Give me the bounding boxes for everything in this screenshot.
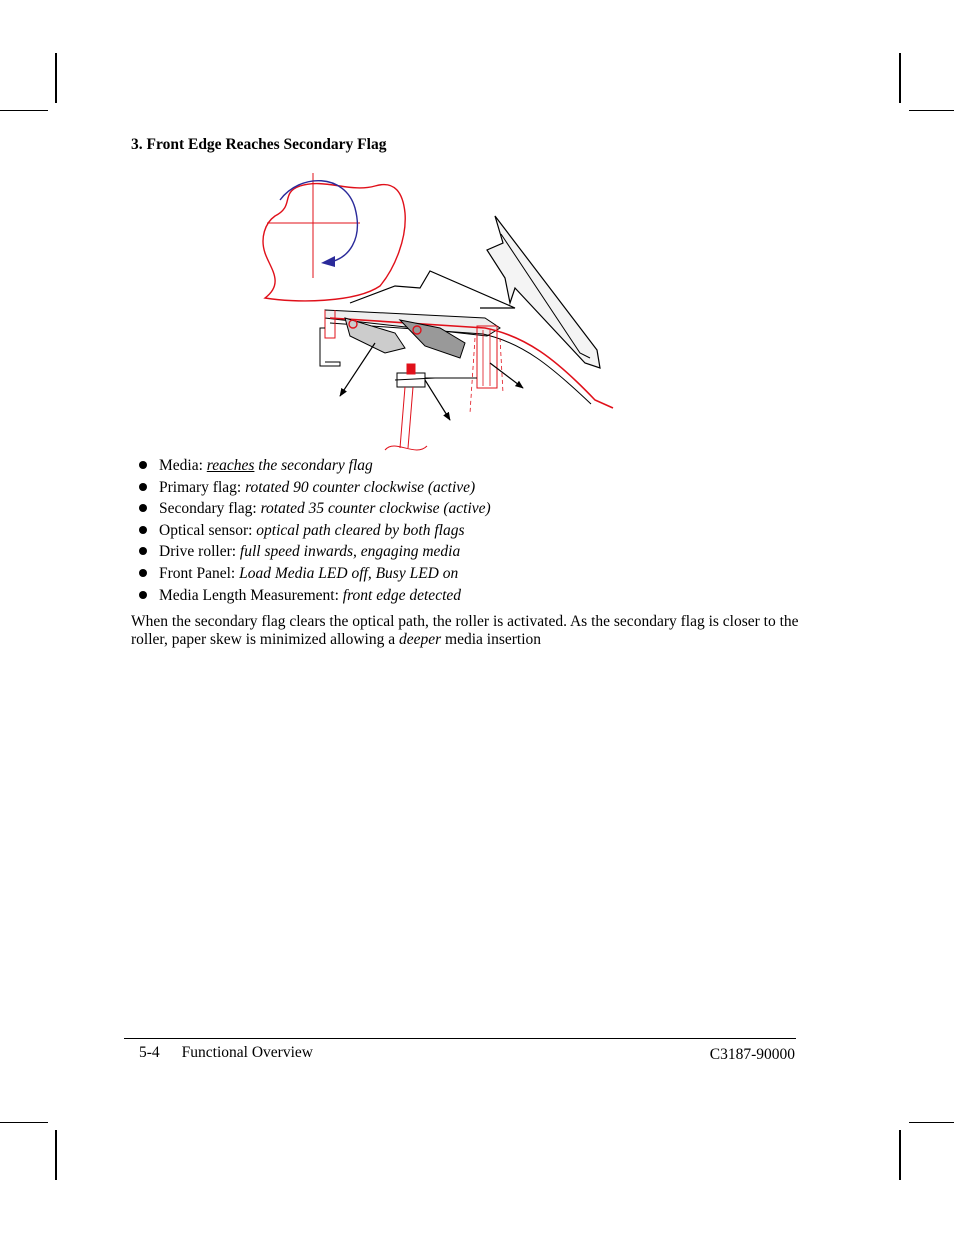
sensor-stem-break [385,446,427,450]
rotation-arrow [280,181,357,263]
media-path-illustration [255,168,625,458]
left-hook [320,328,340,366]
bullet-icon [139,504,147,512]
list-item-secondary-flag: Secondary flag: rotated 35 counter clockwise (active) [139,498,491,520]
bullet-icon [139,461,147,469]
arrow-left [340,343,375,396]
section-name: Functional Overview [181,1044,313,1061]
crop-mark-bottom-right-v [899,1130,901,1180]
crop-mark-bottom-right-h [909,1122,954,1123]
list-item-primary-flag: Primary flag: rotated 90 counter clockwise (active) [139,477,491,499]
list-item-media-length: Media Length Measurement: front edge detected [139,585,491,607]
post-dashed [470,338,475,413]
bullet-icon [139,591,147,599]
crop-mark-bottom-left-h [0,1122,48,1123]
footer-page-info [139,1044,313,1062]
list-item-optical-sensor: Optical sensor: optical path cleared by both flags [139,520,491,542]
list-item-drive-roller: Drive roller: full speed inwards, engaging media [139,541,491,563]
list-item-front-panel: Front Panel: Load Media LED off, Busy LED on [139,563,491,585]
drive-roller-outline [263,184,405,301]
bullet-icon [139,547,147,555]
crop-mark-top-left-v [55,53,57,103]
crop-mark-top-right-h [909,110,954,111]
status-list [139,455,491,606]
bullet-icon [139,569,147,577]
crop-mark-top-left-h [0,110,48,111]
document-number: C3187-90000 [709,1046,795,1063]
arrow-right [490,363,523,388]
page-number: 5-4 [139,1044,160,1061]
sensor-stem-1 [400,387,405,448]
list-item-media: Media: reaches the secondary flag [139,455,491,477]
sensor-stem-2 [408,387,413,448]
bullet-icon [139,526,147,534]
crop-mark-top-right-v [899,53,901,103]
crop-mark-bottom-left-v [55,1130,57,1180]
bullet-icon [139,483,147,491]
footer-rule [124,1038,796,1039]
section-heading: 3. Front Edge Reaches Secondary Flag [131,136,387,153]
post-dashed-2 [500,338,503,393]
rotation-arrowhead [321,256,335,267]
arrow-middle [425,380,450,420]
explanation-paragraph: When the secondary flag clears the optical path, the roller is activated. As the secondary flag is closer to the roller, paper skew is minimized allowing a deeper media insertion [131,613,799,648]
sensor-lens [407,364,415,374]
